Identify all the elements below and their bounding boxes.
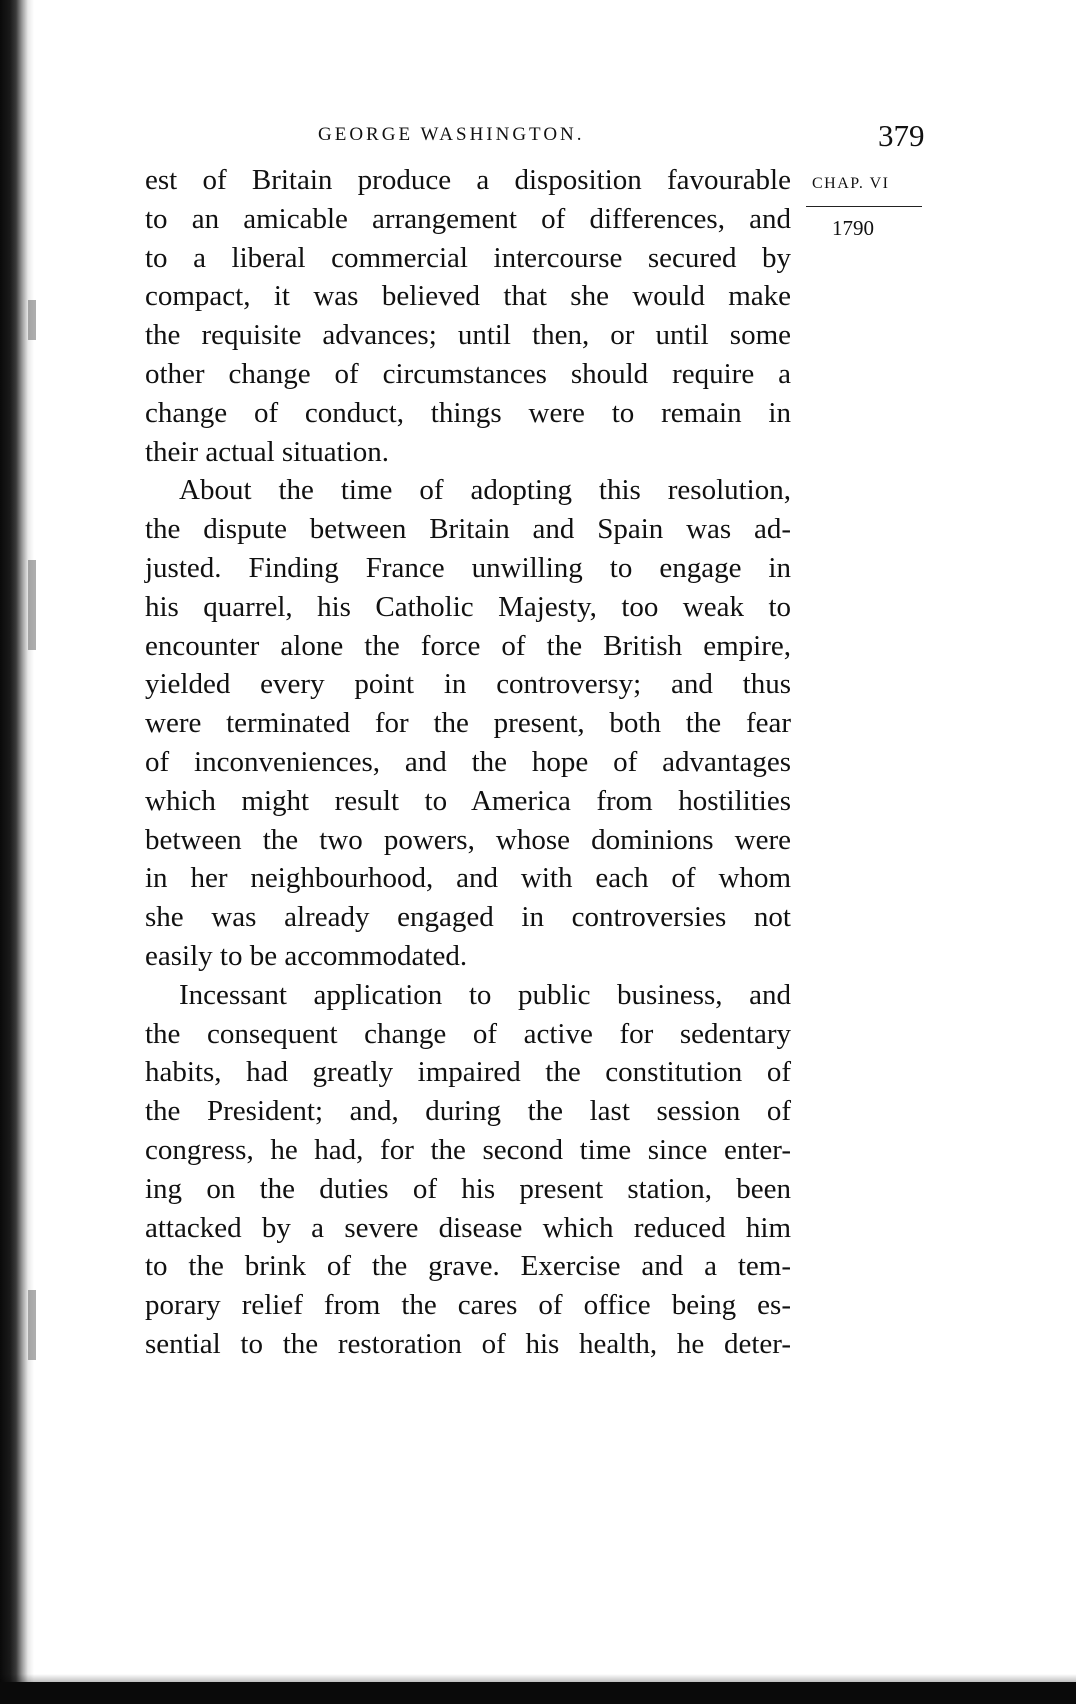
text-line: she was already engaged in controversies not (145, 901, 791, 934)
text-line: other change of circumstances should require a (145, 357, 791, 390)
binding-edge (0, 0, 34, 1704)
text-line: to a liberal commercial intercourse secured by (145, 241, 791, 274)
text-line: the dispute between Britain and Spain was ad- (145, 513, 791, 546)
text-line: were terminated for the present, both the fear (145, 707, 791, 740)
text-line: habits, had greatly impaired the constitution of (145, 1056, 791, 1089)
text-line: congress, he had, for the second time since enter- (145, 1133, 791, 1166)
text-line: sential to the restoration of his health, he deter- (145, 1327, 791, 1360)
bottom-shadow-fade (0, 1674, 1076, 1682)
binding-speck (28, 300, 36, 340)
paragraph-1 (145, 161, 791, 471)
text-line: porary relief from the cares of office being es- (145, 1289, 791, 1322)
text-line: the requisite advances; until then, or until some (145, 319, 791, 352)
paragraph-3 (145, 976, 791, 1364)
text-line: the President; and, during the last session of (145, 1095, 791, 1128)
text-line: yielded every point in controversy; and thus (145, 668, 791, 701)
bottom-shadow-band (0, 1682, 1076, 1704)
text-line: compact, it was believed that she would make (145, 280, 791, 313)
text-line: between the two powers, whose dominions were (145, 823, 791, 856)
text-line: justed. Finding France unwilling to engage in (145, 551, 791, 584)
text-line: in her neighbourhood, and with each of whom (145, 862, 791, 895)
page-number: 379 (878, 118, 925, 153)
text-line: attacked by a severe disease which reduced him (145, 1211, 791, 1244)
text-line: About the time of adopting this resolution, (179, 474, 791, 507)
text-line: of inconveniences, and the hope of advantages (145, 745, 791, 778)
margin-chapter-label: CHAP. VI (812, 175, 890, 192)
text-line: to the brink of the grave. Exercise and a tem- (145, 1250, 791, 1283)
text-line: est of Britain produce a disposition favourable (145, 164, 791, 196)
text-line: their actual situation. (145, 435, 390, 468)
text-line: which might result to America from hostilities (145, 784, 791, 817)
binding-speck (28, 560, 36, 650)
running-head: GEORGE WASHINGTON. (318, 124, 585, 145)
text-line: ing on the duties of his present station, been (145, 1172, 791, 1205)
text-line: encounter alone the force of the British empire, (145, 629, 791, 662)
text-line: the consequent change of active for sedentary (145, 1017, 791, 1050)
paragraph-2 (145, 471, 791, 975)
text-line: easily to be accommodated. (145, 939, 468, 972)
binding-speck (28, 1290, 36, 1360)
text-line: his quarrel, his Catholic Majesty, too weak to (145, 590, 791, 623)
body-text (145, 161, 791, 1364)
text-line: Incessant application to public business, and (179, 978, 791, 1011)
text-line: change of conduct, things were to remain in (145, 396, 791, 429)
text-line: to an amicable arrangement of differences, and (145, 202, 791, 235)
margin-rule (806, 206, 922, 207)
margin-year: 1790 (832, 216, 874, 240)
